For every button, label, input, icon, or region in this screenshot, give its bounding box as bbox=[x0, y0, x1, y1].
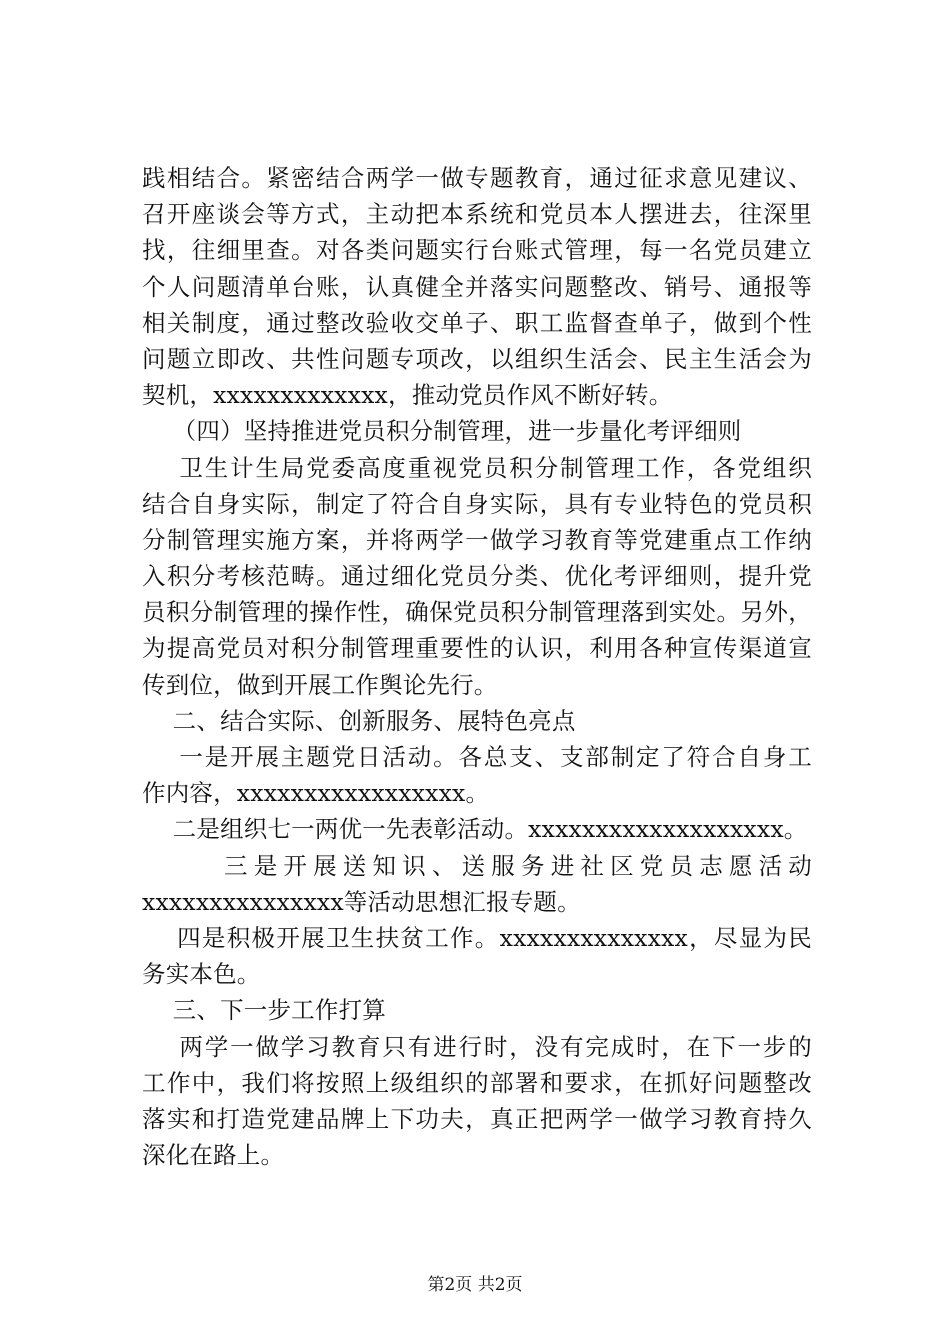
text-line: 召开座谈会等方式，主动把本系统和党员本人摆进去，往深里 bbox=[142, 200, 812, 229]
text-line: 相关制度，通过整改验收交单子、职工监督查单子，做到个性 bbox=[142, 308, 812, 337]
text-line: 三是开展送知识、送服务进社区党员志愿活动 bbox=[142, 851, 812, 880]
text-line: 契机，xxxxxxxxxxxxx，推动党员作风不断好转。 bbox=[142, 381, 673, 410]
text-line: 践相结合。紧密结合两学一做专题教育，通过征求意见建议、 bbox=[142, 164, 812, 192]
text-line: 务实本色。 bbox=[142, 960, 261, 989]
text-line: 四是积极开展卫生扶贫工作。xxxxxxxxxxxxxx，尽显为民 bbox=[142, 923, 812, 952]
text-line: 作内容，xxxxxxxxxxxxxxxxx。 bbox=[142, 779, 490, 808]
text-line: 落实和打造党建品牌上下功夫，真正把两学一做学习教育持久 bbox=[142, 1104, 812, 1133]
text-line: 个人问题清单台账，认真健全并落实问题整改、销号、通报等 bbox=[142, 272, 812, 301]
text-line: 入积分考核范畴。通过细化党员分类、优化考评细则，提升党 bbox=[142, 562, 812, 591]
text-line: 二是组织七一两优一先表彰活动。xxxxxxxxxxxxxxxxxxx。 bbox=[142, 815, 808, 844]
text-line: 一是开展主题党日活动。各总支、支部制定了符合自身工 bbox=[142, 743, 812, 771]
text-line: xxxxxxxxxxxxxxx等活动思想汇报专题。 bbox=[142, 887, 581, 916]
text-line: 传到位，做到开展工作舆论先行。 bbox=[142, 670, 498, 699]
text-line: 问题立即改、共性问题专项改，以组织生活会、民主生活会为 bbox=[142, 344, 812, 373]
page-footer: 第2页 共2页 bbox=[427, 1275, 523, 1295]
text-line: 找，往细里查。对各类问题实行台账式管理，每一名党员建立 bbox=[142, 236, 812, 265]
document-body bbox=[142, 160, 812, 1173]
section-heading: 二、结合实际、创新服务、展特色亮点 bbox=[142, 706, 576, 735]
text-line: 员积分制管理的操作性，确保党员积分制管理落到实处。另外， bbox=[142, 598, 812, 627]
text-line: 结合自身实际，制定了符合自身实际，具有专业特色的党员积 bbox=[142, 489, 812, 518]
text-line: 卫生计生局党委高度重视党员积分制管理工作，各党组织 bbox=[142, 453, 812, 482]
text-line: 分制管理实施方案，并将两学一做学习教育等党建重点工作纳 bbox=[142, 525, 812, 554]
text-line: 为提高党员对积分制管理重要性的认识，利用各种宣传渠道宣 bbox=[142, 634, 812, 663]
text-line: 深化在路上。 bbox=[142, 1141, 285, 1170]
section-heading: 三、下一步工作打算 bbox=[142, 996, 386, 1025]
section-heading: （四）坚持推进党员积分制管理，进一步量化考评细则 bbox=[142, 417, 742, 446]
text-line: 工作中，我们将按照上级组织的部署和要求，在抓好问题整改 bbox=[142, 1068, 812, 1097]
text-line: 两学一做学习教育只有进行时，没有完成时，在下一步的 bbox=[142, 1032, 812, 1061]
